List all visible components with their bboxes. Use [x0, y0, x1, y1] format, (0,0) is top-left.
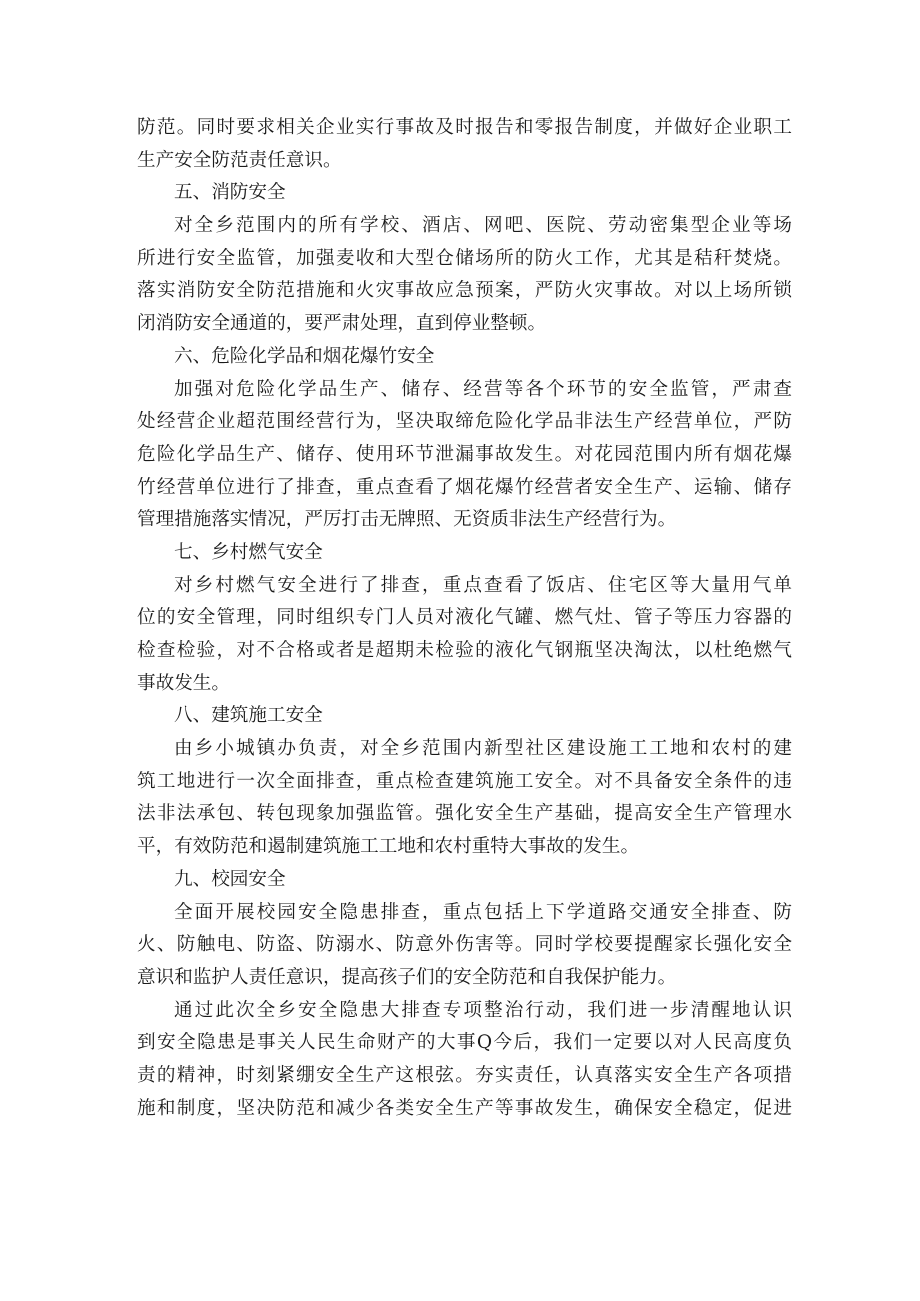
- paragraph-line: 通过此次全乡安全隐患大排查专项整治行动，我们进一步清醒地认识: [174, 999, 792, 1021]
- paragraph-line: 事故发生。: [137, 672, 230, 694]
- paragraph-line: 防范。同时要求相关企业实行事故及时报告和零报告制度，并做好企业职工: [137, 117, 792, 138]
- paragraph-continuation: [137, 112, 792, 177]
- paragraph-fire-safety: [137, 210, 792, 341]
- paragraph-line: 对乡村燃气安全进行了排查，重点查看了饭店、住宅区等大量用气单: [174, 574, 792, 596]
- paragraph-line: 法非法承包、转包现象加强监管。强化安全生产基础，提高安全生产管理水: [137, 803, 792, 825]
- paragraph-campus: [137, 897, 792, 995]
- paragraph-line: 加强对危险化学品生产、储存、经营等各个环节的安全监管，严肃查: [174, 378, 792, 400]
- paragraph-conclusion: [137, 995, 792, 1126]
- paragraph-line: 闭消防安全通道的，要严肃处理，直到停业整顿。: [137, 313, 547, 335]
- paragraph-line: 管理措施落实情况，严厉打击无牌照、无资质非法生产经营行为。: [137, 509, 677, 531]
- paragraph-line: 责的精神，时刻紧绷安全生产这根弦。夯实责任，认真落实安全生产各项措: [137, 1064, 792, 1086]
- paragraph-line: 全面开展校园安全隐患排查，重点包括上下学道路交通安全排查、防: [174, 901, 792, 923]
- paragraph-line: 火、防触电、防盗、防溺水、防意外伤害等。同时学校要提醒家长强化安全: [137, 934, 792, 956]
- paragraph-line: 对全乡范围内的所有学校、酒店、网吧、医院、劳动密集型企业等场: [174, 215, 792, 237]
- paragraph-construction: [137, 733, 792, 864]
- paragraph-line: 位的安全管理，同时组织专门人员对液化气罐、燃气灶、管子等压力容器的: [137, 607, 792, 629]
- paragraph-line: 所进行安全监管，加强麦收和大型仓储场所的防火工作，尤其是秸秆焚烧。: [137, 247, 792, 269]
- paragraph-line: 筑工地进行一次全面排查，重点检查建筑施工安全。对不具备安全条件的违: [137, 770, 792, 792]
- paragraph-gas-safety: [137, 570, 792, 701]
- paragraph-line: 由乡小城镇办负责，对全乡范围内新型社区建设施工工地和农村的建: [174, 738, 792, 760]
- section-heading-campus: 九、校园安全: [174, 868, 286, 890]
- paragraph-line: 危险化学品生产、储存、使用环节泄漏事故发生。对花园范围内所有烟花爆: [137, 443, 792, 465]
- paragraph-line: 竹经营单位进行了排查，重点查看了烟花爆竹经营者安全生产、运输、储存: [137, 476, 792, 498]
- paragraph-line: 施和制度，坚决防范和减少各类安全生产等事故发生，确保安全稳定，促进: [137, 1097, 792, 1119]
- paragraph-line: 落实消防安全防范措施和火灾事故应急预案，严防火灾事故。对以上场所锁: [137, 280, 792, 302]
- paragraph-line: 生产安全防范责任意识。: [137, 149, 342, 171]
- paragraph-line: 到安全隐患是事关人民生命财产的大事Q今后，我们一定要以对人民高度负: [137, 1032, 792, 1054]
- paragraph-line: 意识和监护人责任意识，提高孩子们的安全防范和自我保护能力。: [137, 966, 677, 988]
- document-page: [137, 112, 792, 1125]
- section-heading-gas-safety: 七、乡村燃气安全: [174, 541, 323, 563]
- paragraph-line: 处经营企业超范围经营行为，坚决取缔危险化学品非法生产经营单位，严防: [137, 411, 792, 433]
- section-heading-chemicals: 六、危险化学品和烟花爆竹安全: [174, 345, 435, 367]
- paragraph-line: 平，有效防范和遏制建筑施工工地和农村重特大事故的发生。: [137, 836, 640, 858]
- section-heading-fire-safety: 五、消防安全: [174, 182, 286, 204]
- section-heading-construction: 八、建筑施工安全: [174, 705, 323, 727]
- paragraph-line: 检查检验，对不合格或者是超期未检验的液化气钢瓶坚决淘汰，以杜绝燃气: [137, 640, 792, 661]
- paragraph-chemicals: [137, 374, 792, 537]
